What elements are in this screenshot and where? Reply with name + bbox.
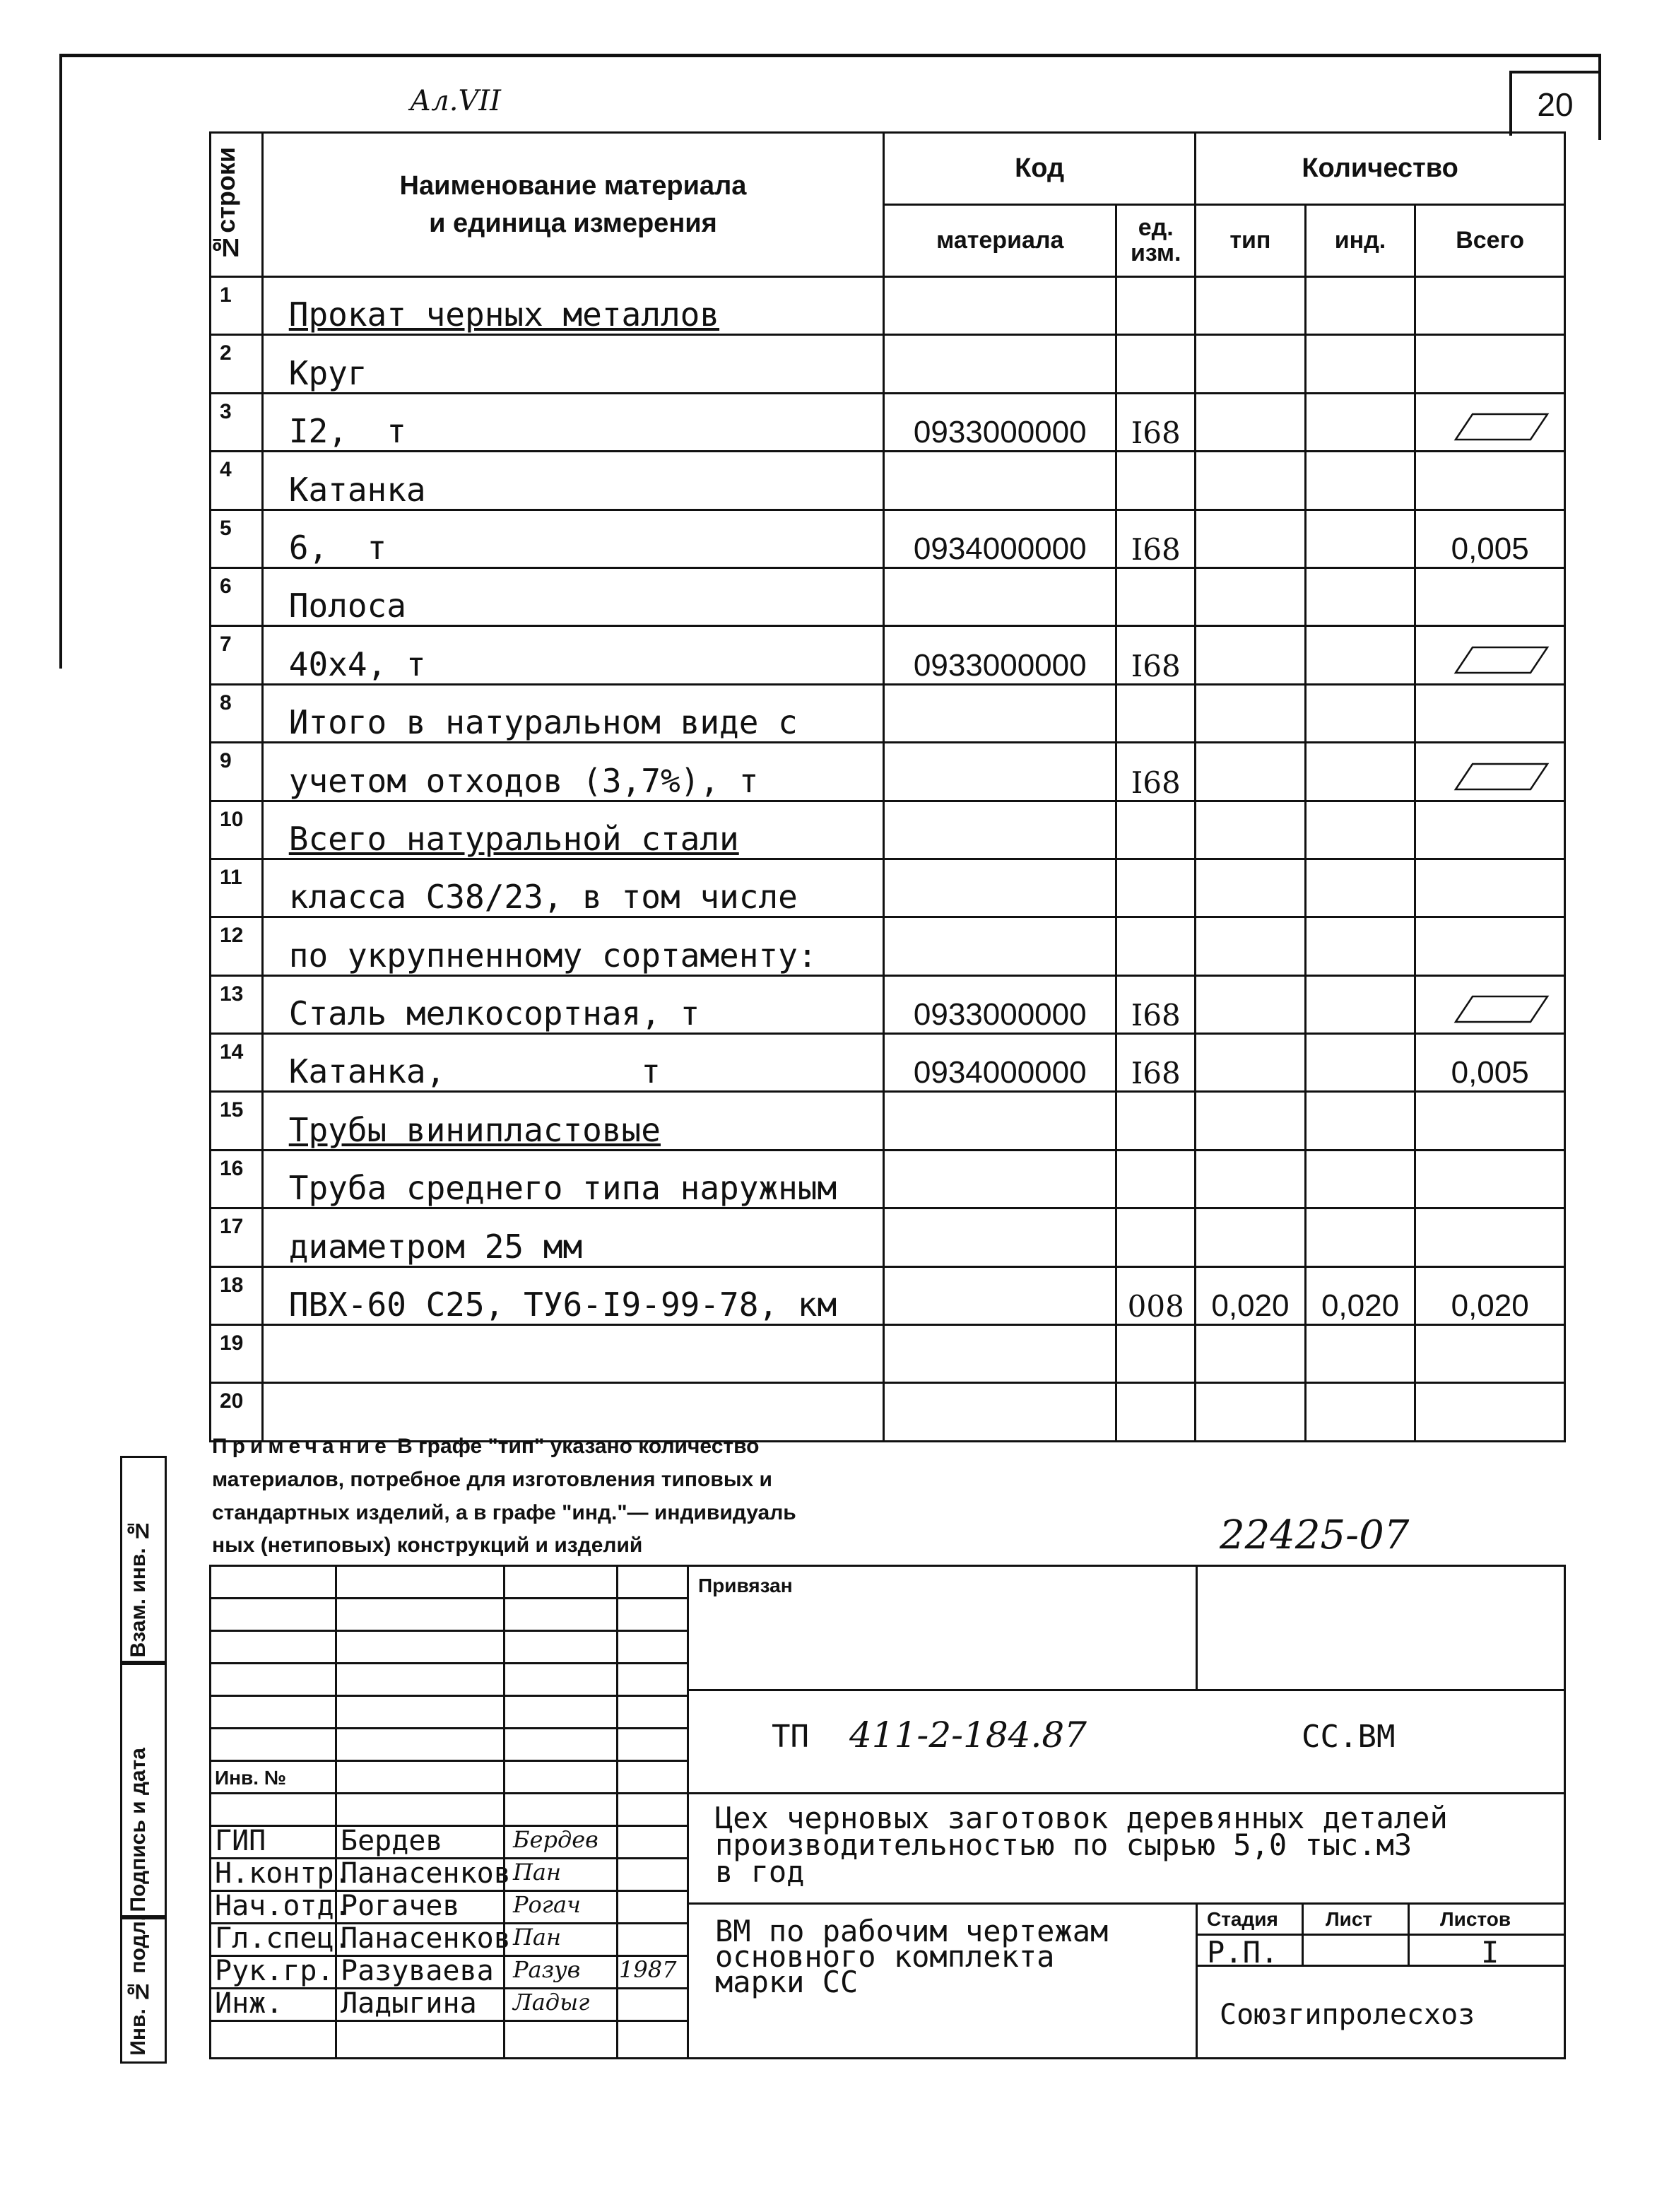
row-code: [884, 1150, 1116, 1208]
row-total: [1415, 1150, 1565, 1208]
row-ind: [1305, 626, 1415, 684]
row-number: 5: [211, 510, 263, 567]
quantity-header: Количество: [1196, 133, 1565, 205]
row-number: 9: [211, 743, 263, 801]
row-code: [884, 1208, 1116, 1266]
row-unit: I68: [1116, 393, 1196, 451]
row-number-header: №строки: [211, 133, 263, 277]
row-ind: [1305, 684, 1415, 742]
row-code: [884, 684, 1116, 742]
side-podpis: Подпись и дата: [120, 1661, 167, 1919]
row-name: Трубы винипластовые: [262, 1092, 883, 1150]
stamp-line: [209, 1630, 687, 1632]
table-row: [211, 1150, 1565, 1208]
stamp-line: [503, 1565, 505, 2059]
signer-name: Ладыгина: [341, 1987, 477, 2020]
stamp-line: [616, 1565, 618, 2059]
sheet-left-border: [59, 54, 62, 669]
row-unit: I68: [1116, 1034, 1196, 1092]
sheet-label: Лист: [1326, 1908, 1373, 1930]
table-row: [211, 1092, 1565, 1150]
stamp-line: [209, 2057, 1566, 2059]
row-ind: 0,020: [1305, 1266, 1415, 1324]
stamp-line: [687, 1792, 1566, 1794]
row-name: диаметром 25 мм: [262, 1208, 883, 1266]
sheets-label: Листов: [1440, 1908, 1511, 1930]
stamp-line: [1302, 1902, 1304, 1965]
row-code: [884, 743, 1116, 801]
organization: Союзгипролесхоз: [1220, 1999, 1475, 2031]
row-number: 13: [211, 975, 263, 1033]
row-type: [1196, 1208, 1306, 1266]
row-ind: [1305, 277, 1415, 335]
table-row: [211, 277, 1565, 335]
row-total: [1415, 335, 1565, 393]
materials-table: [209, 131, 1566, 1442]
row-total: [1415, 626, 1565, 684]
stamp-line: [209, 1727, 687, 1729]
row-total: [1415, 567, 1565, 625]
tp-number: 411-2-184.87: [849, 1714, 1087, 1755]
row-type: [1196, 1034, 1306, 1092]
row-ind: [1305, 1325, 1415, 1383]
qty-ind-header: инд.: [1305, 205, 1415, 277]
row-code: [884, 1266, 1116, 1324]
row-number: 16: [211, 1150, 263, 1208]
row-ind: [1305, 335, 1415, 393]
row-name: учетом отходов (3,7%), т: [262, 743, 883, 801]
row-ind: [1305, 917, 1415, 975]
stamp-line: [209, 1565, 211, 2059]
table-row: [211, 975, 1565, 1033]
table-row: [211, 567, 1565, 625]
stamp-line: [1196, 1902, 1198, 2059]
row-unit: I68: [1116, 510, 1196, 567]
crossed-out-cell-mark: [1430, 761, 1550, 792]
privyazan-label: Привязан: [698, 1575, 793, 1596]
mark-code: СС.ВМ: [1302, 1719, 1396, 1755]
row-type: 0,020: [1196, 1266, 1306, 1324]
row-number: 1: [211, 277, 263, 335]
row-number: 10: [211, 801, 263, 859]
row-code: 0933000000: [884, 626, 1116, 684]
crossed-out-cell-mark: [1430, 645, 1550, 676]
signer-name: Бердев: [341, 1825, 443, 1857]
row-total: [1415, 1092, 1565, 1150]
album-mark: Ал.VII: [410, 85, 501, 117]
row-code: [884, 335, 1116, 393]
row-type: [1196, 452, 1306, 510]
row-type: [1196, 393, 1306, 451]
year: 1987: [619, 1956, 677, 1983]
row-ind: [1305, 393, 1415, 451]
row-ind: [1305, 510, 1415, 567]
qty-type-header: тип: [1196, 205, 1306, 277]
table-row: [211, 452, 1565, 510]
row-type: [1196, 684, 1306, 742]
table-row: [211, 335, 1565, 393]
row-code: [884, 917, 1116, 975]
row-ind: [1305, 567, 1415, 625]
row-unit: I68: [1116, 743, 1196, 801]
table-row: [211, 917, 1565, 975]
row-total: [1415, 452, 1565, 510]
row-number: 11: [211, 859, 263, 917]
table-row: [211, 1266, 1565, 1324]
row-unit: [1116, 1208, 1196, 1266]
row-name: Полоса: [262, 567, 883, 625]
code-header: Код: [884, 133, 1196, 205]
row-code: 0934000000: [884, 1034, 1116, 1092]
row-total: [1415, 1325, 1565, 1383]
row-total: [1415, 859, 1565, 917]
page-number: 20: [1509, 71, 1598, 136]
row-total: [1415, 743, 1565, 801]
row-name: 6, т: [262, 510, 883, 567]
row-unit: [1116, 335, 1196, 393]
row-unit: [1116, 567, 1196, 625]
row-number: 20: [211, 1383, 263, 1441]
code-unit-header: ед. изм.: [1116, 205, 1196, 277]
stamp-line: [209, 1597, 687, 1599]
row-name: Труба среднего типа наружным: [262, 1150, 883, 1208]
row-name: Всего натуральной стали: [262, 801, 883, 859]
signature: Ладыг: [513, 1989, 590, 2016]
stamp-line: [1564, 1565, 1566, 2059]
row-name: Круг: [262, 335, 883, 393]
note-text-4: ных (нетиповых) конструкций и изделий: [212, 1534, 643, 1558]
row-code: 0933000000: [884, 393, 1116, 451]
stamp-line: [335, 1565, 337, 2059]
name-header: Наименование материала и единица измерения: [262, 133, 883, 277]
row-number: 17: [211, 1208, 263, 1266]
row-code: [884, 801, 1116, 859]
row-number: 7: [211, 626, 263, 684]
row-code: [884, 1325, 1116, 1383]
row-code: 0933000000: [884, 975, 1116, 1033]
row-code: [884, 1092, 1116, 1150]
side-inv-podl: Инв. № подл.: [120, 1915, 167, 2064]
table-row: [211, 510, 1565, 567]
sheets-value: I: [1481, 1935, 1499, 1970]
stamp-line: [209, 1792, 687, 1794]
row-type: [1196, 1383, 1306, 1441]
table-row: [211, 1208, 1565, 1266]
row-ind: [1305, 1208, 1415, 1266]
qty-total-header: Всего: [1415, 205, 1565, 277]
row-unit: [1116, 277, 1196, 335]
row-number: 18: [211, 1266, 263, 1324]
row-unit: 008: [1116, 1266, 1196, 1324]
note-head: Примечание: [212, 1435, 391, 1458]
table-row: [211, 801, 1565, 859]
table-row: [211, 393, 1565, 451]
row-unit: [1116, 801, 1196, 859]
row-ind: [1305, 1383, 1415, 1441]
signer-role: Инж.: [215, 1987, 283, 2020]
crossed-out-cell-mark: [1430, 411, 1550, 442]
row-number: 14: [211, 1034, 263, 1092]
stamp-line: [209, 1760, 687, 1762]
row-number: 4: [211, 452, 263, 510]
signer-name: Разуваева: [341, 1955, 494, 1987]
sheet-top-border: [59, 54, 1601, 57]
row-ind: [1305, 452, 1415, 510]
title-line-3: в год: [715, 1854, 805, 1889]
table-row: [211, 743, 1565, 801]
row-code: [884, 567, 1116, 625]
title-line-1: Цех черновых заготовок деревянных деталей: [715, 1801, 1448, 1835]
row-name: Сталь мелкосортная, т: [262, 975, 883, 1033]
row-ind: [1305, 1034, 1415, 1092]
table-row: [211, 626, 1565, 684]
row-ind: [1305, 1092, 1415, 1150]
stage-label: Стадия: [1207, 1908, 1278, 1930]
signer-role: Рук.гр.: [215, 1955, 334, 1987]
row-code: [884, 859, 1116, 917]
row-number: 15: [211, 1092, 263, 1150]
row-type: [1196, 917, 1306, 975]
row-unit: I68: [1116, 626, 1196, 684]
row-name: I2, т: [262, 393, 883, 451]
document-number: 22425-07: [1220, 1512, 1410, 1558]
table-row: [211, 859, 1565, 917]
sheet-right-border: [1598, 54, 1601, 140]
row-type: [1196, 510, 1306, 567]
row-name: Прокат черных металлов: [262, 277, 883, 335]
row-name: по укрупненному сортаменту:: [262, 917, 883, 975]
stamp-line: [687, 1902, 1566, 1905]
row-number: 2: [211, 335, 263, 393]
inv-label: Инв. №: [215, 1767, 287, 1789]
row-number: 19: [211, 1325, 263, 1383]
row-type: [1196, 567, 1306, 625]
stamp-line: [1196, 1565, 1198, 1689]
row-type: [1196, 626, 1306, 684]
row-unit: [1116, 1092, 1196, 1150]
row-number: 3: [211, 393, 263, 451]
row-ind: [1305, 1150, 1415, 1208]
code-material-header: материала: [884, 205, 1116, 277]
stamp-line: [209, 1695, 687, 1697]
signer-name: Панасенков: [341, 1922, 511, 1955]
table-row: [211, 1325, 1565, 1383]
signature: Разув: [513, 1956, 581, 1983]
signature: Бердев: [513, 1826, 598, 1853]
row-number: 6: [211, 567, 263, 625]
row-type: [1196, 1092, 1306, 1150]
row-name: ПВХ-60 С25, ТУ6-I9-99-78, км: [262, 1266, 883, 1324]
signature: Пан: [513, 1859, 562, 1886]
row-total: [1415, 393, 1565, 451]
row-ind: [1305, 743, 1415, 801]
row-ind: [1305, 859, 1415, 917]
stamp-line: [209, 1565, 1566, 1567]
row-code: [884, 452, 1116, 510]
signature: Пан: [513, 1924, 562, 1951]
row-unit: [1116, 1383, 1196, 1441]
row-code: [884, 277, 1116, 335]
desc-line-2: основного комплекта: [715, 1939, 1055, 1974]
row-unit: [1116, 1325, 1196, 1383]
row-name: Итого в натуральном виде с: [262, 684, 883, 742]
signer-role: Нач.отд.: [215, 1890, 351, 1922]
row-code: 0934000000: [884, 510, 1116, 567]
row-total: [1415, 975, 1565, 1033]
desc-line-1: ВМ по рабочим чертежам: [715, 1914, 1109, 1948]
row-type: [1196, 743, 1306, 801]
row-total: [1415, 917, 1565, 975]
stamp-line: [687, 1565, 689, 2059]
stage-value: Р.П.: [1207, 1935, 1279, 1970]
signer-role: Н.контр.: [215, 1857, 351, 1890]
row-name: Катанка, т: [262, 1034, 883, 1092]
row-type: [1196, 277, 1306, 335]
row-total: [1415, 1383, 1565, 1441]
signer-role: ГИП: [215, 1825, 266, 1857]
row-name: [262, 1325, 883, 1383]
row-name: класса С38/23, в том числе: [262, 859, 883, 917]
row-number: 8: [211, 684, 263, 742]
row-unit: [1116, 684, 1196, 742]
stamp-line: [209, 1662, 687, 1664]
signer-name: Рогачев: [341, 1890, 460, 1922]
row-total: 0,020: [1415, 1266, 1565, 1324]
row-unit: [1116, 1150, 1196, 1208]
row-ind: [1305, 975, 1415, 1033]
row-type: [1196, 1325, 1306, 1383]
note: [212, 1430, 989, 1563]
row-name: 40х4, т: [262, 626, 883, 684]
row-type: [1196, 335, 1306, 393]
row-name: Катанка: [262, 452, 883, 510]
row-unit: [1116, 859, 1196, 917]
stamp-line: [687, 1689, 1566, 1691]
tp-label: ТП: [772, 1719, 809, 1755]
title-line-2: производительностью по сырью 5,0 тыс.м3: [715, 1828, 1413, 1862]
table-row: [211, 684, 1565, 742]
row-unit: [1116, 452, 1196, 510]
row-unit: I68: [1116, 975, 1196, 1033]
row-total: [1415, 801, 1565, 859]
note-text-1: В графе "тип" указано количество: [391, 1435, 760, 1458]
note-text-2: материалов, потребное для изготовления типовых и: [212, 1467, 772, 1491]
stamp-line: [209, 1825, 687, 1827]
crossed-out-cell-mark: [1430, 994, 1550, 1025]
table-row: [211, 1034, 1565, 1092]
signer-role: Гл.спец.: [215, 1922, 351, 1955]
row-number: 12: [211, 917, 263, 975]
row-unit: [1116, 917, 1196, 975]
stamp-line: [209, 2020, 687, 2022]
row-type: [1196, 801, 1306, 859]
row-type: [1196, 859, 1306, 917]
row-total: [1415, 1208, 1565, 1266]
note-text-3: стандартных изделий, а в графе "инд."— индивидуаль: [212, 1500, 796, 1524]
stamp-line: [1408, 1902, 1410, 1965]
row-total: 0,005: [1415, 1034, 1565, 1092]
row-total: [1415, 684, 1565, 742]
signer-name: Панасенков: [341, 1857, 511, 1890]
title-block: [209, 1565, 1566, 2059]
row-total: [1415, 277, 1565, 335]
row-ind: [1305, 801, 1415, 859]
row-type: [1196, 975, 1306, 1033]
desc-line-3: марки СС: [715, 1965, 859, 1999]
signature: Рогач: [513, 1891, 581, 1918]
row-total: 0,005: [1415, 510, 1565, 567]
side-vzam: Взам. инв. №: [120, 1456, 167, 1665]
row-type: [1196, 1150, 1306, 1208]
